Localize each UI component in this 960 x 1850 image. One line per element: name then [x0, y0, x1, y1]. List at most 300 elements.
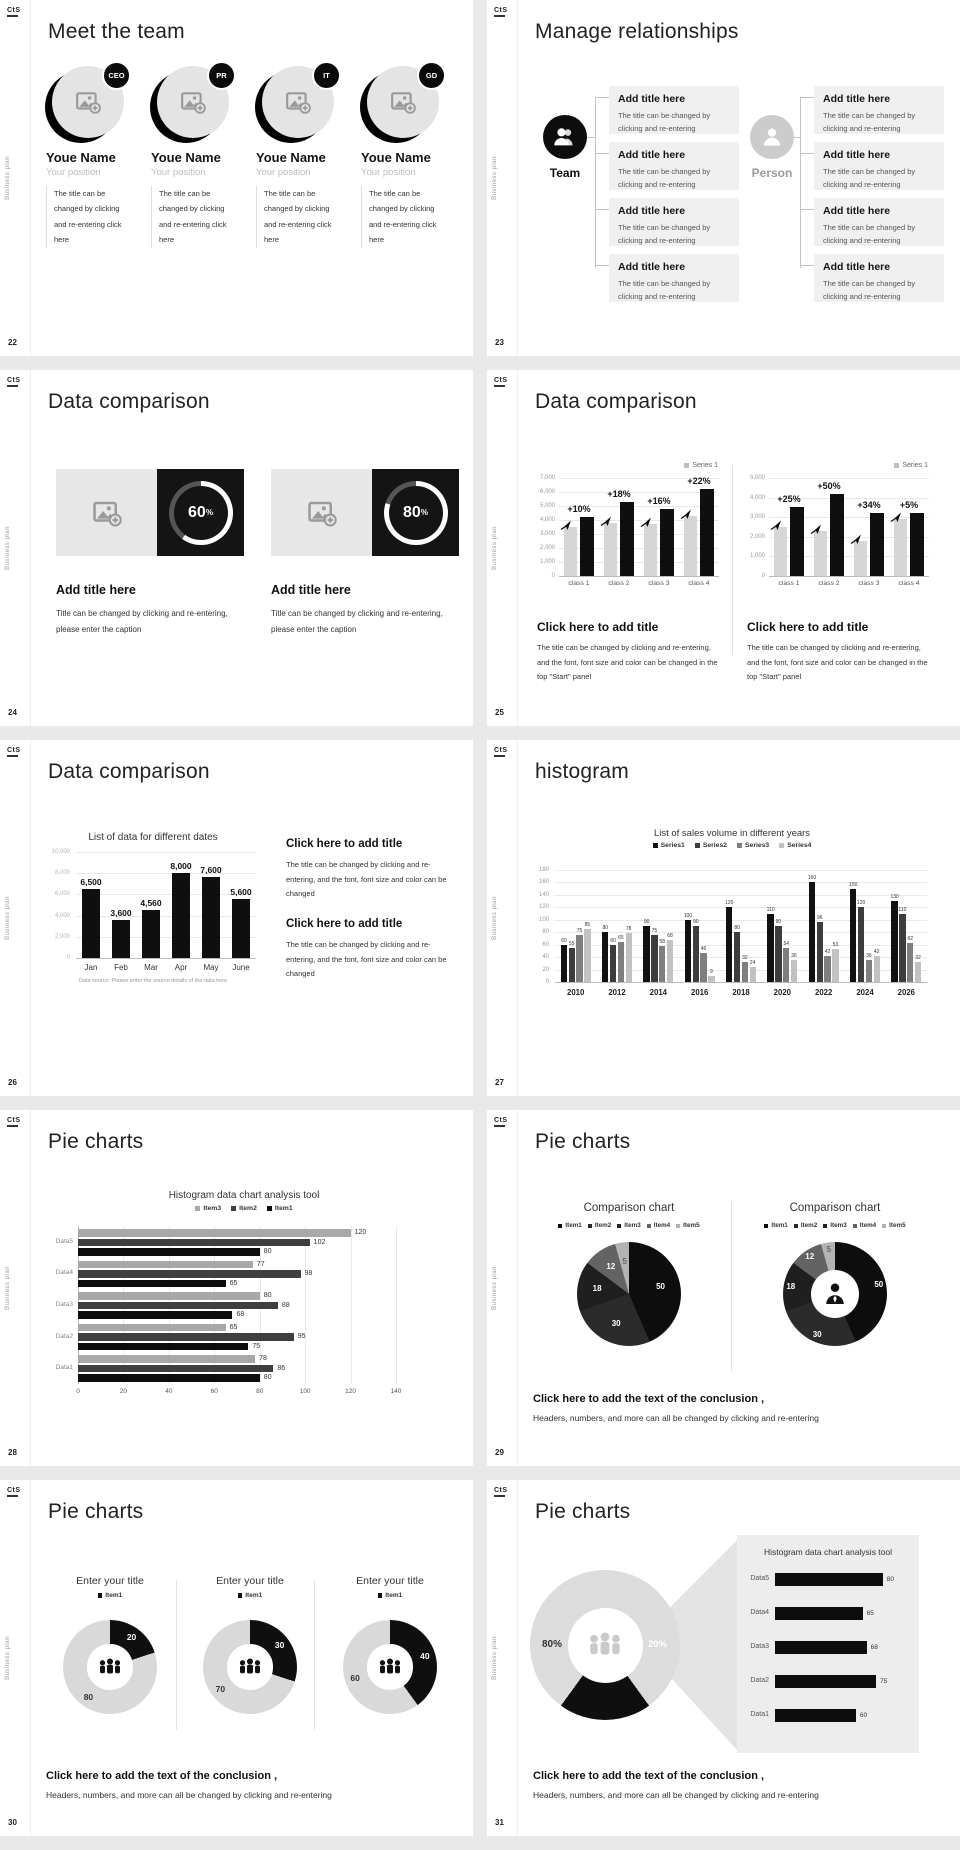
connector-stub — [595, 97, 609, 98]
bar — [775, 1573, 883, 1586]
bar — [78, 1355, 255, 1363]
gridline — [396, 1226, 397, 1384]
logo-bar — [7, 1495, 18, 1497]
x-axis-tick: 20 — [119, 1388, 128, 1395]
sidebar-divider — [30, 740, 31, 1096]
page-number: 30 — [8, 1818, 17, 1827]
person-label: Person — [751, 166, 793, 180]
legend-label: Item3 — [203, 1205, 222, 1212]
progress-card[interactable] — [56, 469, 244, 556]
gridline — [555, 932, 927, 933]
delta-label: +16% — [647, 495, 671, 506]
org-box[interactable] — [609, 254, 739, 302]
bar — [667, 940, 673, 982]
bar — [791, 960, 797, 982]
slice-label: 60 — [350, 1673, 360, 1684]
progress-ring — [169, 481, 233, 545]
legend-item — [238, 1592, 262, 1599]
caption-title: Click here to add title — [747, 620, 869, 634]
y-axis-tick: 0 — [761, 573, 765, 579]
bar-value-label: 78 — [625, 926, 632, 933]
icon-wrap — [759, 124, 785, 150]
bar — [202, 877, 220, 958]
logo: CtS — [7, 1487, 21, 1497]
icon-wrap — [75, 89, 101, 115]
bar — [618, 942, 624, 982]
legend-item — [617, 1222, 640, 1229]
role-badge: GD — [417, 61, 446, 90]
bar — [142, 910, 160, 958]
bar-value-label: 75 — [880, 1678, 888, 1685]
connector-stub — [800, 265, 814, 266]
y-axis-tick: 180 — [538, 867, 549, 873]
bar — [78, 1374, 260, 1382]
delta-label: +50% — [817, 480, 841, 491]
org-box-title: Add title here — [823, 93, 891, 105]
org-box[interactable] — [609, 198, 739, 246]
legend-swatch — [894, 463, 899, 468]
legend-swatch — [653, 843, 658, 848]
connector-line — [587, 137, 595, 138]
y-axis-tick: 6,000 — [539, 489, 555, 495]
team-label: Team — [549, 166, 581, 180]
bar-gray — [604, 523, 617, 576]
role-badge: CEO — [102, 61, 131, 90]
x-axis-label: 2020 — [773, 988, 791, 997]
org-box-title: Add title here — [823, 261, 891, 273]
card-desc: Title can be changed by clicking and re-entering, please enter the caption — [271, 609, 443, 634]
team-member — [46, 66, 138, 248]
bar-black — [830, 494, 844, 576]
bar-value-label: 75 — [651, 928, 658, 935]
bar-value-label: 65 — [618, 934, 624, 941]
avatar[interactable] — [157, 66, 229, 138]
bar-value-label: 80 — [734, 925, 740, 932]
member-name: Youe Name — [46, 150, 116, 165]
org-box-title: Add title here — [823, 149, 891, 161]
bar-chart-left — [533, 462, 725, 607]
legend-item — [267, 1205, 293, 1212]
member-position: Your position — [46, 167, 101, 178]
page-title: histogram — [535, 760, 630, 783]
bar-value-label: 77 — [256, 1260, 265, 1268]
legend-swatch — [231, 1206, 236, 1211]
slide-24[interactable] — [0, 370, 473, 726]
category-label: Data5 — [750, 1575, 769, 1582]
page-number: 26 — [8, 1078, 17, 1087]
sidebar-divider — [30, 1480, 31, 1836]
y-axis-tick: 160 — [538, 879, 549, 886]
bar-value-label: 58 — [659, 938, 665, 945]
legend-swatch — [823, 1224, 827, 1228]
legend-swatch — [794, 1224, 798, 1228]
bar — [78, 1229, 351, 1237]
gridline — [769, 576, 929, 577]
chart-title: Histogram data chart analysis tool — [763, 1547, 893, 1557]
legend-label: Series3 — [745, 842, 770, 849]
caption-desc: The title can be changed by clicking and re-entering, and the font, font size and color can be changed — [286, 860, 447, 899]
sidebar-divider — [517, 740, 518, 1096]
gridline — [555, 982, 927, 983]
x-axis-label: class 1 — [568, 580, 590, 587]
x-axis-label: 2018 — [732, 988, 750, 997]
donut-hole — [227, 1644, 272, 1689]
legend-label: Item2 — [594, 1222, 612, 1229]
person-icon — [759, 124, 785, 150]
logo-bar — [494, 1125, 505, 1127]
bar — [78, 1302, 278, 1310]
side-label: Business plan — [5, 156, 11, 200]
bar-value-label: 110 — [898, 906, 907, 913]
bar — [891, 901, 897, 982]
side-label: Business plan — [492, 526, 498, 570]
y-axis-tick: 60 — [542, 941, 549, 948]
legend-label: Series2 — [702, 842, 727, 849]
bar — [584, 929, 590, 982]
y-axis-tick: 20 — [542, 966, 549, 973]
sidebar-divider — [30, 370, 31, 726]
bar-value-label: 68 — [870, 1644, 878, 1651]
bar — [172, 873, 190, 958]
slice-label: 80 — [83, 1691, 94, 1702]
avatar[interactable] — [367, 66, 439, 138]
businessman-icon — [820, 1279, 850, 1309]
y-axis-tick: 4,000 — [539, 517, 555, 523]
chart-legend — [40, 1205, 448, 1212]
logo: CtS — [494, 1117, 508, 1127]
bar — [693, 926, 699, 982]
chart-legend — [330, 1592, 450, 1599]
bar — [907, 943, 913, 982]
icon-wrap — [770, 519, 782, 531]
legend-item — [588, 1222, 611, 1229]
arrow-dart-icon — [560, 519, 572, 531]
bar-chart-right — [743, 462, 935, 607]
chart-footnote: Data source: Please enter the source details of the data here — [78, 978, 228, 984]
logo: CtS — [7, 1117, 21, 1127]
people-group-icon — [235, 1652, 265, 1682]
legend-item — [882, 1222, 905, 1229]
chart-legend — [50, 1592, 170, 1599]
progress-card[interactable] — [271, 469, 459, 556]
bar-chart — [44, 832, 262, 1017]
x-axis-tick: 140 — [390, 1388, 402, 1395]
legend-swatch — [558, 1224, 562, 1228]
gridline — [555, 920, 927, 921]
bar — [858, 907, 864, 982]
bar — [112, 920, 130, 958]
bar-black — [660, 509, 674, 576]
conclusion-title: Click here to add the text of the conclusion , — [533, 1770, 765, 1782]
icon-wrap — [890, 511, 902, 523]
member-position: Your position — [151, 167, 206, 178]
org-box[interactable] — [609, 142, 739, 190]
slide-27[interactable] — [487, 740, 960, 1096]
side-label: Business plan — [492, 156, 498, 200]
page-number: 25 — [495, 708, 504, 717]
progress-value: 80 — [403, 503, 421, 521]
avatar[interactable] — [262, 66, 334, 138]
legend-label: Series1 — [660, 842, 685, 849]
delta-label: +10% — [567, 504, 591, 515]
image-placeholder-icon — [307, 498, 337, 528]
bar-value-label: 46 — [700, 946, 707, 953]
x-axis-label: class 3 — [858, 580, 880, 587]
side-label: Business plan — [5, 1266, 11, 1310]
member-desc: The title can be changed by clicking and re-entering click here — [256, 186, 342, 248]
bar — [643, 926, 649, 982]
slice-label: 5 — [622, 1257, 627, 1267]
legend-label: Item1 — [274, 1205, 293, 1212]
legend-label: Series 1 — [692, 462, 718, 469]
slide-23[interactable] — [487, 0, 960, 356]
slide-29[interactable] — [487, 1110, 960, 1466]
gridline — [769, 478, 929, 479]
org-box[interactable] — [814, 142, 944, 190]
bar-value-label: 53 — [832, 942, 839, 949]
category-label: Data1 — [750, 1711, 769, 1718]
page-title: Data comparison — [535, 390, 697, 413]
bar-gray — [894, 519, 907, 576]
progress-ring — [384, 481, 448, 545]
y-axis-tick: 4,000 — [54, 912, 70, 919]
panel-divider — [732, 465, 733, 655]
legend-label: Item3 — [624, 1222, 641, 1229]
slice-label: 30 — [274, 1640, 285, 1651]
progress-unit: % — [205, 508, 213, 517]
org-box-title: Add title here — [618, 261, 686, 273]
legend-item — [823, 1222, 846, 1229]
gridline — [351, 1226, 352, 1384]
bar-value-label: 95 — [297, 1333, 306, 1341]
page-number: 31 — [495, 1818, 504, 1827]
slice-label: 20 — [126, 1632, 137, 1643]
donut-hole — [367, 1644, 412, 1689]
y-axis-tick: 5,000 — [539, 503, 555, 509]
legend-label: Item5 — [889, 1222, 906, 1229]
bar-value-label: 100 — [683, 912, 693, 919]
panel-divider — [731, 1202, 732, 1372]
bar-value-label: 24 — [749, 960, 756, 967]
legend-swatch — [764, 1224, 768, 1228]
legend-label: Item1 — [771, 1222, 788, 1229]
bar — [78, 1248, 260, 1256]
chart-legend — [679, 462, 723, 469]
icon-wrap — [92, 498, 122, 528]
bar — [750, 967, 756, 982]
gridline — [76, 937, 256, 938]
bar-gray — [564, 527, 577, 576]
member-name: Youe Name — [151, 150, 221, 165]
card-desc: Title can be changed by clicking and re-entering, please enter the caption — [56, 609, 228, 634]
bar — [915, 962, 921, 982]
icon-wrap — [600, 515, 612, 527]
bar — [824, 956, 830, 982]
category-label: Data2 — [750, 1677, 769, 1684]
x-axis-tick: 100 — [299, 1388, 311, 1395]
org-box[interactable] — [814, 254, 944, 302]
image-placeholder-icon — [390, 89, 416, 115]
x-axis-tick: 120 — [345, 1388, 356, 1395]
x-axis-label: 2022 — [814, 988, 833, 997]
logo-bar — [7, 1125, 18, 1127]
arrow-dart-icon — [890, 511, 902, 523]
image-placeholder — [56, 469, 157, 556]
connector-line — [794, 137, 800, 138]
bar-value-label: 42 — [873, 948, 880, 955]
person-circle — [750, 115, 794, 159]
logo-bar — [7, 385, 18, 387]
icon-wrap — [375, 1652, 405, 1682]
donut-hole — [811, 1270, 859, 1318]
y-axis-tick: 5,000 — [749, 475, 765, 481]
bar — [775, 1675, 876, 1688]
gridline — [555, 907, 927, 908]
progress-value: 60 — [188, 503, 206, 521]
donut-hole — [568, 1608, 643, 1683]
legend-swatch — [695, 843, 700, 848]
bar-value-label: 80 — [886, 1576, 895, 1583]
member-name: Youe Name — [361, 150, 431, 165]
arrow-dart-icon — [600, 515, 612, 527]
connector-stub — [800, 97, 814, 98]
bar-black — [870, 513, 884, 576]
x-axis-label: class 1 — [778, 580, 800, 587]
gridline — [76, 852, 256, 853]
legend-label: Item5 — [683, 1222, 700, 1229]
bar-gray — [684, 516, 697, 576]
bar-value-label: 4,560 — [140, 897, 162, 908]
icon-wrap — [180, 89, 206, 115]
arrow-dart-icon — [640, 516, 652, 528]
avatar[interactable] — [52, 66, 124, 138]
team-member — [151, 66, 243, 248]
delta-label: +25% — [777, 494, 801, 505]
slice-label: 80% — [542, 1639, 563, 1650]
gridline — [305, 1226, 306, 1384]
slide-22[interactable] — [0, 0, 473, 356]
bar-value-label: 6,500 — [80, 877, 102, 888]
legend-label: Series4 — [787, 842, 812, 849]
pie-chart-panel — [535, 1202, 723, 1382]
gridline — [555, 870, 927, 871]
connector-stub — [800, 153, 814, 154]
bar-gray — [774, 527, 787, 576]
slide-25[interactable] — [487, 370, 960, 726]
slice-label: 18 — [786, 1282, 796, 1292]
legend-label: Item1 — [385, 1592, 403, 1599]
image-placeholder-icon — [285, 89, 311, 115]
icon-wrap — [810, 523, 822, 535]
arrow-dart-icon — [850, 533, 862, 545]
slide-26[interactable] — [0, 740, 473, 1096]
legend-label: Item1 — [565, 1222, 582, 1229]
org-box-desc: The title can be changed by clicking and re-entering — [618, 279, 711, 302]
legend-swatch — [737, 843, 742, 848]
legend-swatch — [267, 1206, 272, 1211]
icon-wrap — [235, 1652, 265, 1682]
legend-swatch — [378, 1593, 383, 1598]
caption-desc: The title can be changed by clicking and re-entering, and the font, font size and color can be changed in the top "Start" panel — [537, 643, 718, 682]
bar — [775, 926, 781, 982]
bar — [82, 889, 100, 958]
bar-value-label: 60 — [561, 937, 567, 944]
bar — [78, 1280, 226, 1288]
logo-bar — [494, 385, 505, 387]
side-label: Business plan — [492, 896, 498, 940]
bar — [78, 1333, 294, 1341]
org-box-desc: The title can be changed by clicking and re-entering — [618, 167, 711, 190]
progress-panel — [157, 469, 244, 556]
page-title: Data comparison — [48, 390, 210, 413]
legend-swatch — [676, 1224, 680, 1228]
slide-31[interactable] — [487, 1480, 960, 1836]
y-axis-tick: 7,000 — [539, 475, 555, 481]
gridline — [559, 576, 719, 577]
y-axis-tick: 120 — [538, 904, 549, 911]
bar-value-label: 42 — [824, 948, 831, 955]
connector-line — [595, 97, 596, 268]
donut-chart — [203, 1620, 297, 1714]
legend-label: Item1 — [245, 1592, 263, 1599]
sidebar-divider — [30, 1110, 31, 1466]
x-axis-label: Apr — [174, 963, 188, 972]
org-box[interactable] — [814, 86, 944, 134]
legend-item — [779, 842, 811, 849]
bar — [78, 1292, 260, 1300]
x-axis-label: May — [203, 963, 219, 972]
bar — [775, 1607, 863, 1620]
bar — [659, 946, 665, 982]
org-box[interactable] — [609, 86, 739, 134]
legend-swatch — [195, 1206, 200, 1211]
x-axis-label: 2016 — [690, 988, 709, 997]
chart-title: Comparison chart — [583, 1202, 675, 1214]
y-axis-tick: 8,000 — [54, 870, 70, 877]
people-group-icon — [583, 1623, 627, 1667]
page-title: Pie charts — [535, 1500, 631, 1523]
legend-swatch — [779, 843, 784, 848]
slide-30[interactable] — [0, 1480, 473, 1836]
bar-value-label: 120 — [725, 900, 734, 907]
bar-value-label: 160 — [807, 875, 817, 882]
side-label: Business plan — [5, 1636, 11, 1680]
bar-value-label: 90 — [643, 919, 650, 925]
sidebar-divider — [517, 370, 518, 726]
bar — [685, 920, 691, 982]
legend-item — [684, 462, 718, 469]
bar-value-label: 65 — [229, 1323, 238, 1331]
slide-28[interactable] — [0, 1110, 473, 1466]
icon-wrap — [551, 123, 579, 151]
legend-label: Item2 — [800, 1222, 818, 1229]
chart-title: Enter your title — [216, 1575, 284, 1587]
slice-label: 12 — [805, 1252, 815, 1262]
member-name: Youe Name — [256, 150, 326, 165]
legend-item — [695, 842, 727, 849]
legend-swatch — [882, 1224, 886, 1228]
category-label: Data4 — [750, 1609, 769, 1616]
bar-value-label: 98 — [304, 1270, 313, 1278]
bar — [569, 948, 575, 982]
y-axis-tick: 0 — [545, 979, 549, 985]
legend-item — [231, 1205, 257, 1212]
x-axis-label: class 2 — [608, 580, 630, 587]
org-box[interactable] — [814, 198, 944, 246]
org-box-title: Add title here — [823, 205, 891, 217]
category-label: Data3 — [750, 1643, 769, 1650]
y-axis-tick: 3,000 — [539, 531, 555, 537]
